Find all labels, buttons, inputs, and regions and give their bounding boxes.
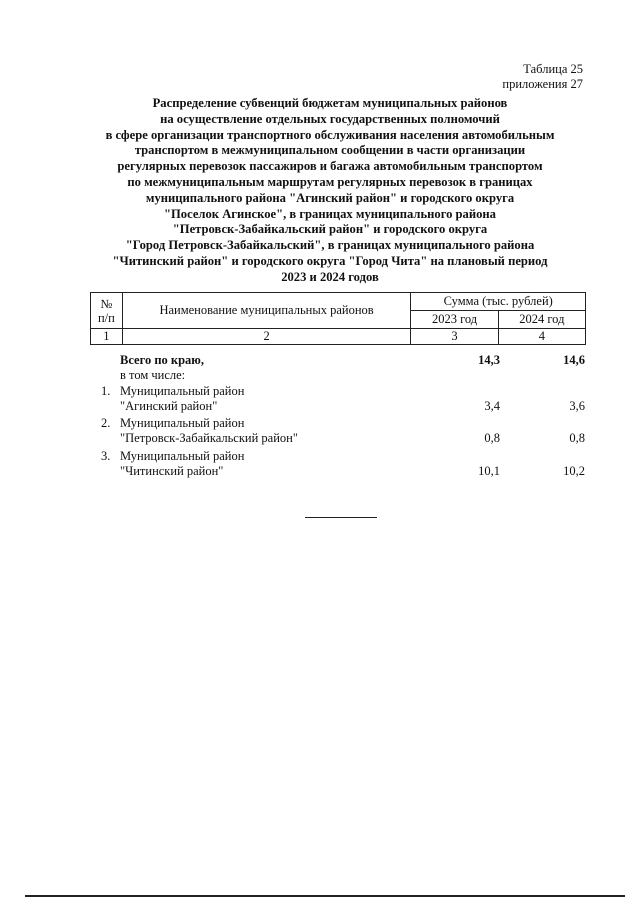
column-name-header: Наименование муниципальных районов [122, 293, 411, 329]
total-2023: 14,3 [478, 353, 500, 367]
table-reference-number: Таблица 25 [523, 62, 583, 76]
column-index: 1 [91, 329, 123, 345]
total-2024: 14,6 [563, 353, 585, 367]
column-index: 4 [498, 329, 585, 345]
title-line: в сфере организации транспортного обслуживания населения автомобильным [105, 127, 555, 142]
title-line: "Поселок Агинское", в границах муниципального района [164, 206, 496, 221]
title-line: муниципального района "Агинский район" и городского округа [145, 190, 515, 205]
scan-edge-line [25, 895, 625, 897]
row-name-line2: "Агинский район" [120, 399, 218, 413]
end-separator-line [305, 517, 377, 518]
title-line: регулярных перевозок пассажиров и багажа автомобильным транспортом [117, 159, 543, 174]
column-number-header-line1: № [100, 296, 113, 311]
row-value-2023: 10,1 [478, 464, 500, 478]
row-number: 1. [101, 384, 111, 398]
row-name-line1: Муниципальный район [120, 449, 245, 463]
row-value-2023: 3,4 [484, 399, 500, 413]
row-value-2024: 3,6 [569, 399, 585, 413]
total-subtitle: в том числе: [120, 368, 186, 382]
title-line: по межмуниципальным маршрутам регулярных перевозок в границах [127, 174, 533, 189]
column-index: 3 [411, 329, 498, 345]
title-line: Распределение субвенций бюджетам муниципальных районов [152, 96, 508, 110]
title-line: транспортом в межмуниципальном сообщении в части организации [134, 143, 526, 158]
row-name-line2: "Читинский район" [120, 464, 224, 478]
document-title [60, 96, 600, 286]
title-line: 2023 и 2024 годов [281, 269, 379, 284]
total-label: Всего по краю, [120, 353, 204, 367]
row-number: 2. [101, 416, 111, 430]
row-name-line1: Муниципальный район [120, 384, 245, 398]
row-value-2024: 10,2 [563, 464, 585, 478]
title-line: "Город Петровск-Забайкальский", в границах муниципального района [125, 238, 535, 253]
title-line: "Петровск-Забайкальский район" и городского округа [172, 222, 488, 237]
row-value-2024: 0,8 [569, 431, 585, 445]
row-name-line1: Муниципальный район [120, 416, 245, 430]
title-line: "Читинский район" и городского округа "Город Чита" на плановый период [112, 253, 548, 268]
row-number: 3. [101, 449, 111, 463]
column-index: 2 [122, 329, 411, 345]
appendix-reference: приложения 27 [502, 77, 583, 91]
column-number-header-line2: п/п [97, 310, 115, 325]
column-number-header [91, 293, 123, 329]
column-sum-header: Сумма (тыс. рублей) [411, 293, 586, 311]
column-2023-header: 2023 год [411, 311, 498, 329]
table-header [90, 292, 586, 345]
row-name-line2: "Петровск-Забайкальский район" [120, 431, 298, 445]
row-value-2023: 0,8 [484, 431, 500, 445]
column-2024-header: 2024 год [498, 311, 585, 329]
title-line: на осуществление отдельных государственных полномочий [160, 111, 500, 126]
